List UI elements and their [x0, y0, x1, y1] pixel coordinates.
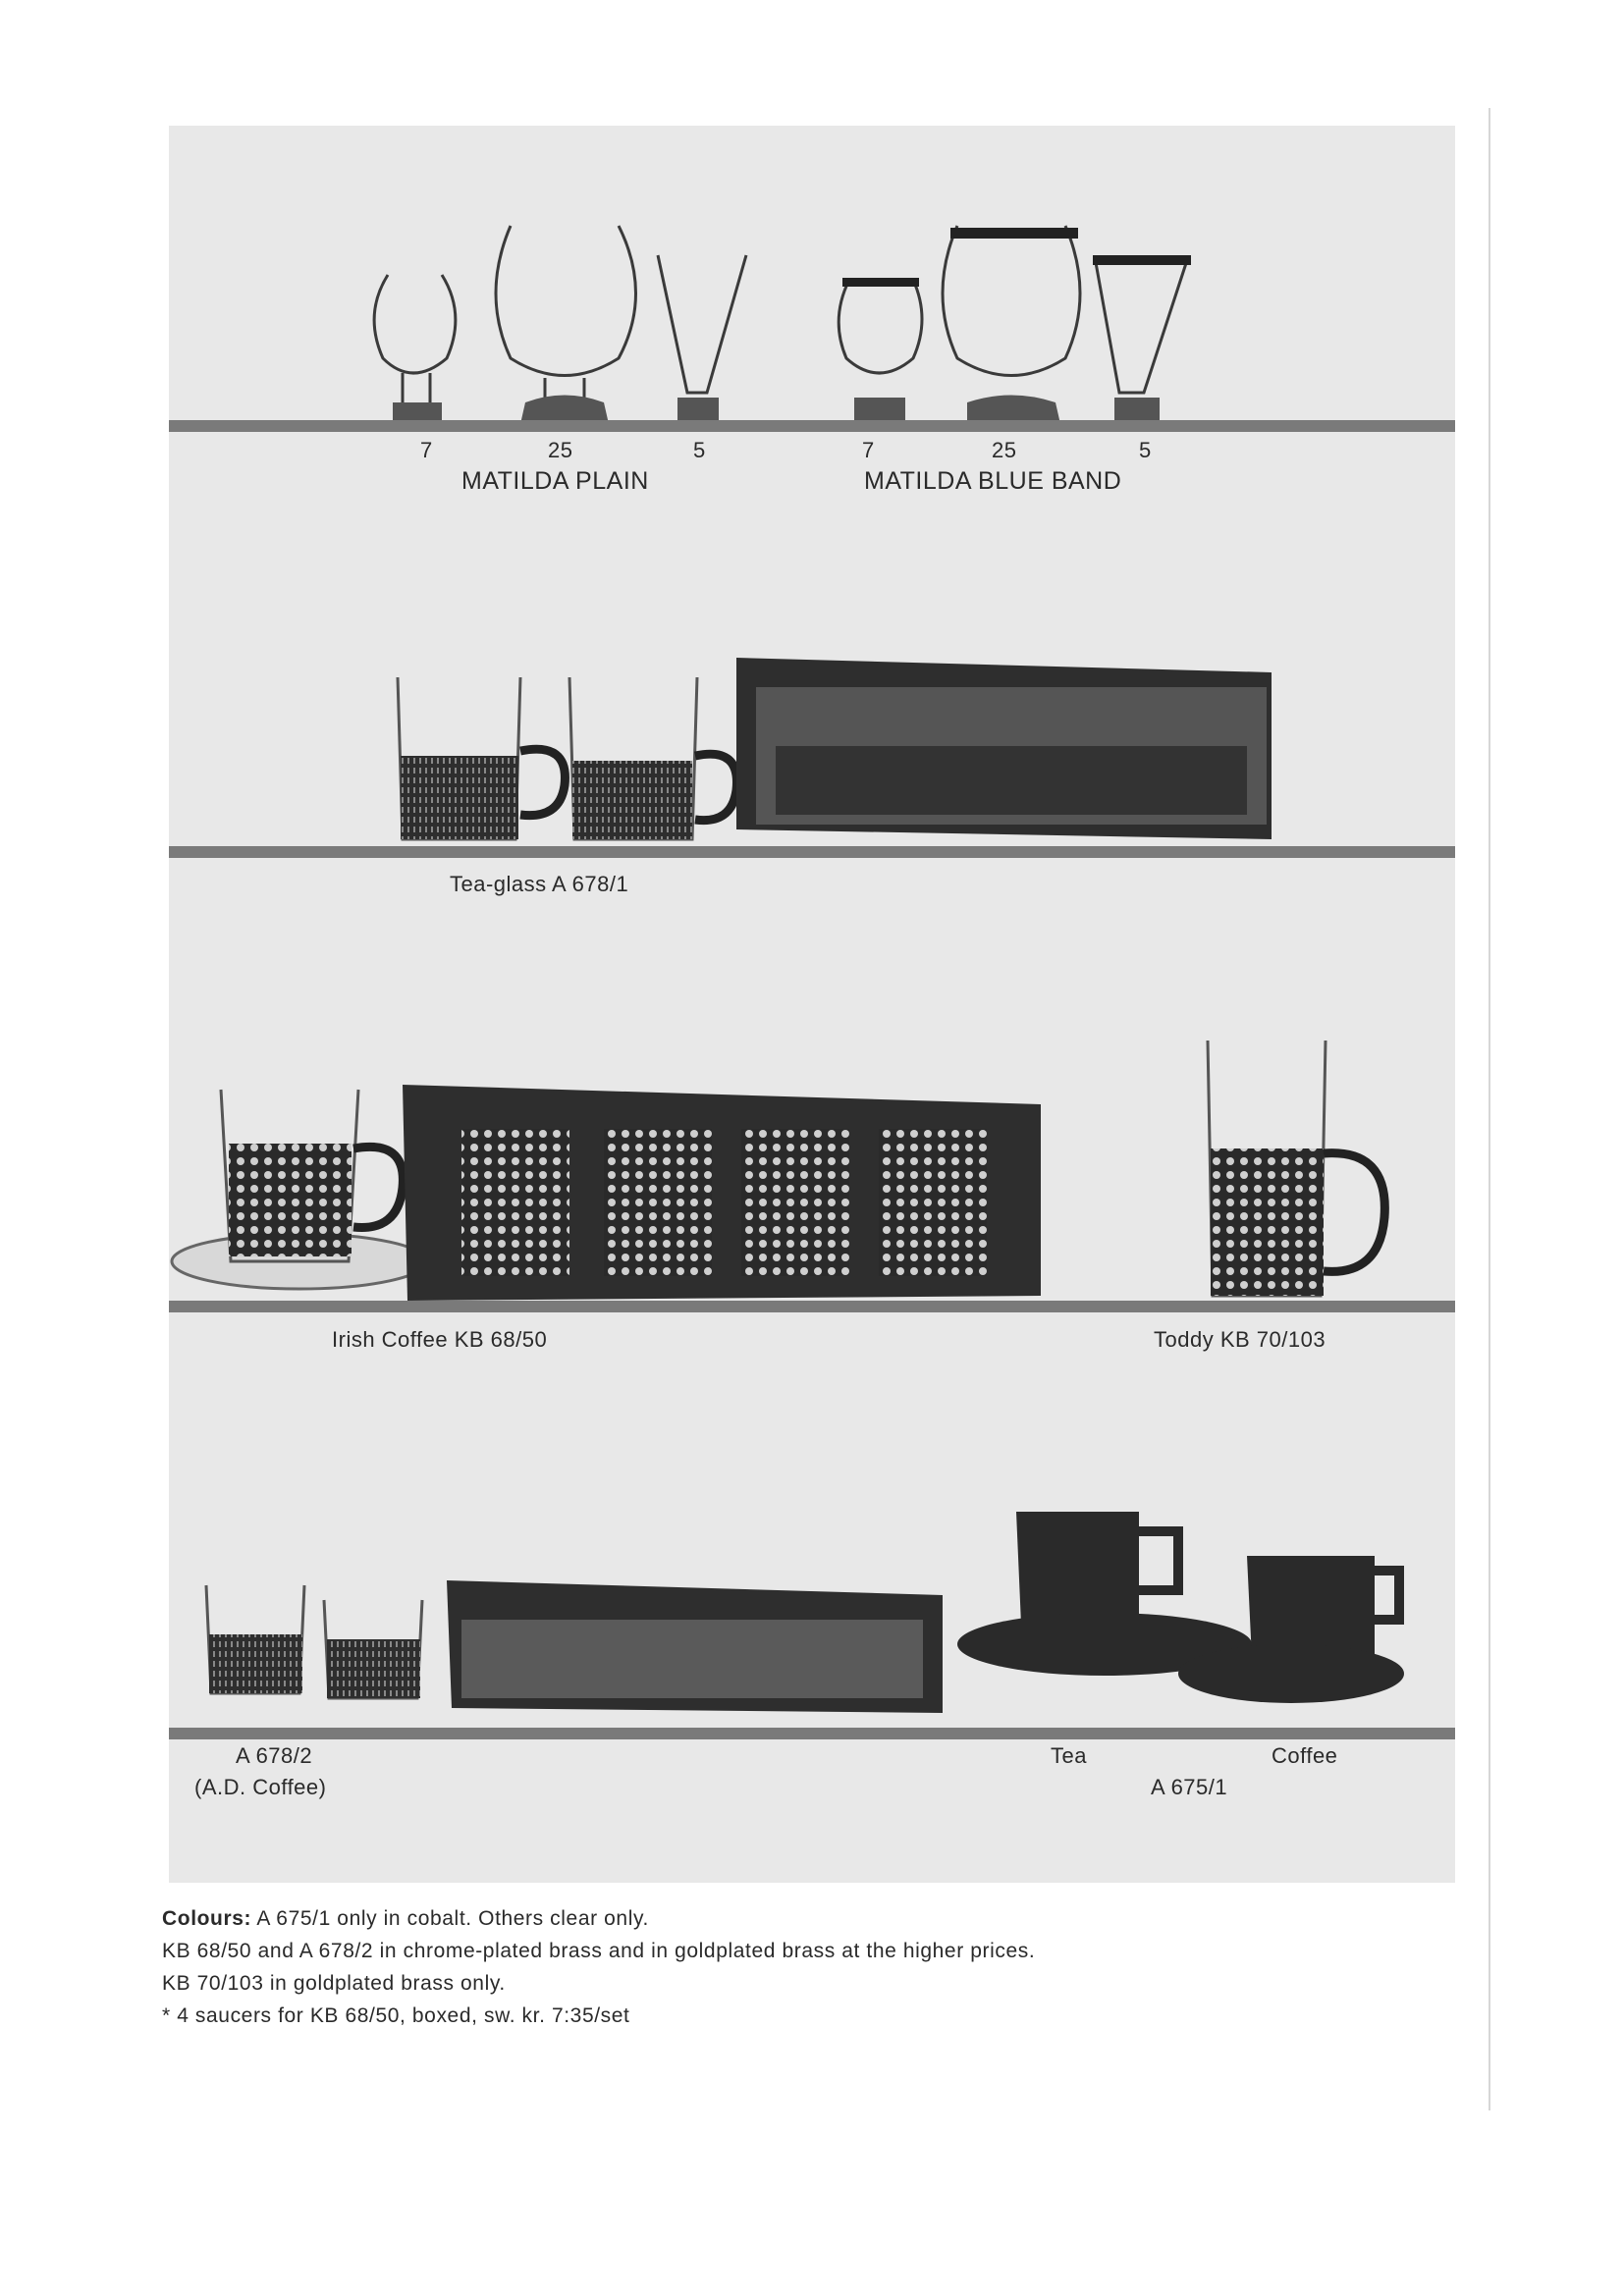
footer-line-3: KB 70/103 in goldplated brass only.	[162, 1972, 506, 1995]
label-irish-coffee: Irish Coffee KB 68/50	[332, 1327, 548, 1352]
colours-heading: Colours:	[162, 1907, 252, 1930]
label-coffee: Coffee	[1272, 1743, 1338, 1768]
label-ad-coffee: (A.D. Coffee)	[194, 1775, 327, 1799]
footer-line-2: KB 68/50 and A 678/2 in chrome-plated brass and in goldplated brass at the higher prices.	[162, 1940, 1036, 1962]
ad-coffee-and-cups	[206, 1512, 1404, 1713]
capacity-blue-1: 7	[862, 438, 875, 462]
label-matilda-plain: MATILDA PLAIN	[461, 467, 649, 495]
footer-line-1	[162, 1902, 1389, 1935]
capacity-blue-3: 5	[1139, 438, 1152, 462]
label-a675-1: A 675/1	[1151, 1775, 1228, 1799]
capacity-plain-1: 7	[420, 438, 433, 462]
label-matilda-blue-band: MATILDA BLUE BAND	[864, 467, 1122, 495]
footer-line-4: * 4 saucers for KB 68/50, boxed, sw. kr. 7:35/set	[162, 2004, 630, 2027]
matilda-blue-band-glasses	[839, 226, 1191, 424]
irish-coffee-glasses	[172, 1041, 1384, 1301]
shelf-3	[169, 1301, 1455, 1312]
shelf-2	[169, 846, 1455, 858]
footer-notes	[162, 1902, 1389, 2032]
shelf-4	[169, 1728, 1455, 1739]
matilda-plain-glasses	[374, 226, 746, 424]
tea-glasses	[398, 658, 1272, 839]
label-a678-2: A 678/2	[236, 1743, 313, 1768]
capacity-plain-3: 5	[693, 438, 706, 462]
capacity-plain-2: 25	[548, 438, 573, 462]
label-toddy: Toddy KB 70/103	[1154, 1327, 1326, 1352]
shelf-1	[169, 420, 1455, 432]
label-tea: Tea	[1051, 1743, 1087, 1768]
capacity-blue-2: 25	[992, 438, 1017, 462]
label-tea-glass: Tea-glass A 678/1	[450, 872, 629, 896]
footer-line-1-text: A 675/1 only in cobalt. Others clear only.	[251, 1907, 649, 1930]
